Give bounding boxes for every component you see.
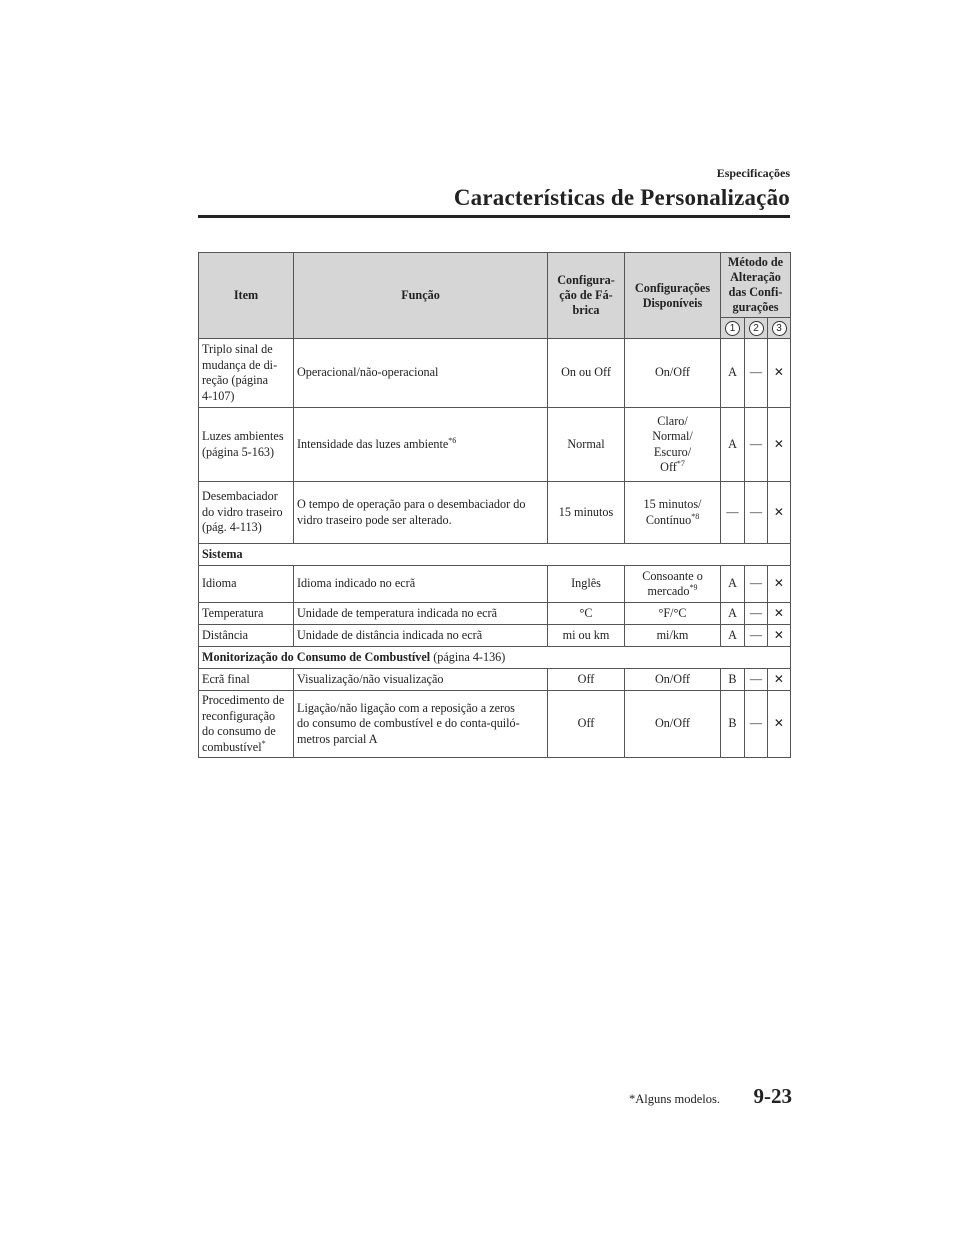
- cell-disponiveis: Consoante o mercado$^{*9}$: [625, 566, 721, 603]
- col-header-disponiveis: Configurações Disponíveis: [625, 253, 721, 339]
- cell-fabrica: Normal: [548, 408, 625, 482]
- cell-fabrica: On ou Off: [548, 339, 625, 408]
- cross-icon: ✕: [768, 339, 791, 408]
- col-header-metodo: Método de Alteração das Confi- gurações: [721, 253, 791, 318]
- cell-funcao: Visualização/não visualização: [294, 669, 548, 691]
- cross-icon: ✕: [768, 669, 791, 691]
- dash-icon: —: [745, 482, 768, 544]
- footnote-ref: *7: [676, 458, 685, 468]
- cross-icon: ✕: [768, 691, 791, 758]
- cell-funcao: Operacional/não-operacional: [294, 339, 548, 408]
- cell-disponiveis: °F/°C: [625, 603, 721, 625]
- circled-number-icon: 2: [749, 321, 764, 336]
- cell-item: Triplo sinal de mudança de di- reção (página 4-107): [199, 339, 294, 408]
- cell-method-1: A: [721, 408, 745, 482]
- page-number: 9-23: [753, 1084, 792, 1108]
- cell-method-1: A: [721, 625, 745, 647]
- category-row: [199, 544, 791, 566]
- footnote-ref: *6: [448, 435, 457, 445]
- cell-item: Distância: [199, 625, 294, 647]
- cell-method-1: A: [721, 339, 745, 408]
- table-row: [199, 603, 791, 625]
- cell-method-1: A: [721, 603, 745, 625]
- dash-icon: —: [745, 566, 768, 603]
- table-row: [199, 669, 791, 691]
- cell-disponiveis: On/Off: [625, 669, 721, 691]
- col-header-funcao: Função: [294, 253, 548, 339]
- cell-disponiveis: On/Off: [625, 339, 721, 408]
- section-header: [198, 166, 790, 213]
- dash-icon: —: [745, 691, 768, 758]
- cell-method-1: B: [721, 691, 745, 758]
- circled-number-icon: 3: [772, 321, 787, 336]
- dash-icon: —: [745, 408, 768, 482]
- cell-item: Temperatura: [199, 603, 294, 625]
- cell-fabrica: 15 minutos: [548, 482, 625, 544]
- circled-number-icon: 1: [725, 321, 740, 336]
- cell-fabrica: Inglês: [548, 566, 625, 603]
- table-row: [199, 482, 791, 544]
- cell-item: Luzes ambientes (página 5-163): [199, 408, 294, 482]
- cross-icon: ✕: [768, 603, 791, 625]
- method-number-2: [745, 318, 768, 339]
- dash-icon: —: [745, 339, 768, 408]
- method-number-1: [721, 318, 745, 339]
- dash-icon: —: [721, 482, 745, 544]
- page-title: Características de Personalização: [453, 185, 790, 210]
- table-row: [199, 408, 791, 482]
- col-header-fabrica: Configura- ção de Fá- brica: [548, 253, 625, 339]
- col-header-item: Item: [199, 253, 294, 339]
- cross-icon: ✕: [768, 408, 791, 482]
- cell-method-1: B: [721, 669, 745, 691]
- table-row: [199, 691, 791, 758]
- cell-funcao: Idioma indicado no ecrã: [294, 566, 548, 603]
- dash-icon: —: [745, 603, 768, 625]
- cell-funcao: O tempo de operação para o desembaciador do vidro traseiro pode ser alterado.: [294, 482, 548, 544]
- cell-fabrica: mi ou km: [548, 625, 625, 647]
- cell-method-1: A: [721, 566, 745, 603]
- footnote-ref: *9: [689, 582, 698, 592]
- cell-disponiveis: 15 minutos/ Contínuo$^{*8}$: [625, 482, 721, 544]
- table-row: [199, 625, 791, 647]
- cell-disponiveis: On/Off: [625, 691, 721, 758]
- cross-icon: ✕: [768, 566, 791, 603]
- cell-item: Ecrã final: [199, 669, 294, 691]
- method-number-3: [768, 318, 791, 339]
- cell-funcao: Ligação/não ligação com a reposição a zeros do consumo de combustível e do conta-quiló- metros parcial A: [294, 691, 548, 758]
- table-header-row: [199, 253, 791, 318]
- cross-icon: ✕: [768, 625, 791, 647]
- category-row: [199, 647, 791, 669]
- table-row: [199, 339, 791, 408]
- footnote-text: *Alguns modelos.: [629, 1092, 720, 1106]
- cell-funcao: Intensidade das luzes ambiente$^{*6}$: [294, 408, 548, 482]
- cell-disponiveis: mi/km: [625, 625, 721, 647]
- dash-icon: —: [745, 625, 768, 647]
- cell-disponiveis: Claro/ Normal/ Escuro/ Off$^{*7}$: [625, 408, 721, 482]
- customization-table: [198, 252, 791, 758]
- cell-fabrica: Off: [548, 669, 625, 691]
- footnote-ref: *: [261, 738, 266, 748]
- category-sistema: Sistema: [199, 544, 791, 566]
- cell-item: Idioma: [199, 566, 294, 603]
- cell-fabrica: Off: [548, 691, 625, 758]
- cell-fabrica: °C: [548, 603, 625, 625]
- section-label: Especificações: [716, 166, 790, 180]
- category-consumo: Monitorização do Consumo de Combustível (página 4-136): [199, 647, 791, 669]
- cell-item: Desembaciador do vidro traseiro (pág. 4-113): [199, 482, 294, 544]
- table-row: [199, 566, 791, 603]
- dash-icon: —: [745, 669, 768, 691]
- cross-icon: ✕: [768, 482, 791, 544]
- cell-funcao: Unidade de distância indicada no ecrã: [294, 625, 548, 647]
- cell-funcao: Unidade de temperatura indicada no ecrã: [294, 603, 548, 625]
- cell-item: Procedimento de reconfiguração do consumo de combustível*: [199, 691, 294, 758]
- footnote-ref: *8: [691, 511, 700, 521]
- header-divider: [198, 215, 790, 218]
